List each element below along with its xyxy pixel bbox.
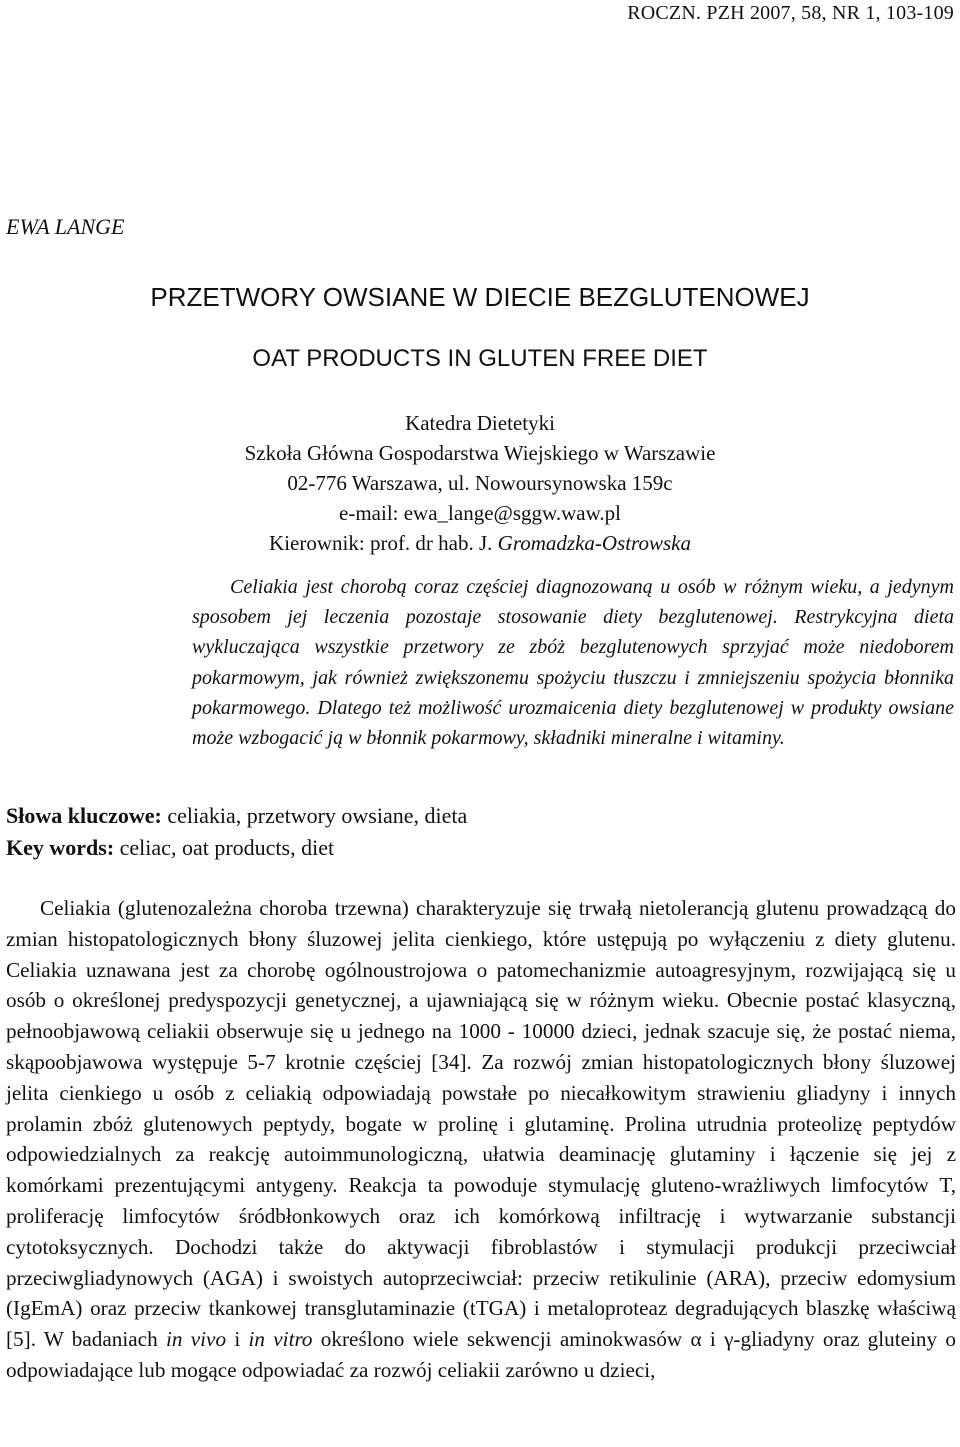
body-text-end: określono wiele sekwencji aminokwasów α i γ-gliadyny oraz gluteiny o odpowiadające lub mogące odpowiadać za rozwój celiakii zarówno u dzieci, [6, 1327, 956, 1382]
running-head: ROCZN. PZH 2007, 58, NR 1, 103-109 [627, 2, 954, 24]
affiliation-department: Katedra Dietetyki [405, 411, 555, 435]
title-polish: PRZETWORY OWSIANE W DIECIE BEZGLUTENOWEJ [150, 282, 810, 312]
author-name: EWA LANGE [6, 214, 125, 239]
body-text-main: Celiakia (glutenozależna choroba trzewna) charakteryzuje się trwałą nietolerancją glutenu prowadzącą do zmian histopatologicznych błony śluzowej jelita cienkiego, które ustępują po wyłączeniu z diety glutenu. Celiakia uznawana jest za chorobę ogólnoustrojowa o patomechanizmie autoagresyjnym, rozwijającą się u osób o określonej predyspozycji genetycznej, a ujawniającą się w różnym wieku. Obecnie postać klasyczną, pełnoobjawową celiakii obserwuje się u jednego na 1000 - 10000 dzieci, jednak szacuje się, że postać niema, skąpoobjawowa występuje 5-7 krotnie częściej [34]. Za rozwój zmian histopatologicznych błony śluzowej jelita cienkiego u osób z celiakią odpowiadają powstałe po niecałkowitym strawieniu gliadyny i innych prolamin zbóż glutenowych peptydy, bogate w prolinę i glutaminę. Prolina utrudnia proteolizę peptydów odpowiedzialnych za reakcję autoimmunologiczną, ułatwia deaminację glutaminy i łączenie się jej z komórkami prezentującymi antygeny. Reakcja ta powoduje stymulację gluteno-wrażliwych limfocytów T, proliferację limfocytów śródbłonkowych oraz ich komórkową infiltrację i wytwarzanie substancji cytotoksycznych. Dochodzi także do aktywacji fibroblastów i stymulacji produkcji przeciwciał przeciwgliadynowych (AGA) i swoistych autoprzeciwciał: przeciw retikulinie (ARA), przeciw edomysium (IgEmA) oraz przeciw tkankowej transglutaminazie (tTGA) i metaloproteaz degradujących blaszkę właściwą [5]. W badaniach [6, 896, 956, 1352]
keywords-english-values: celiac, oat products, diet [114, 835, 335, 860]
abstract: Celiakia jest chorobą coraz częściej diagnozowaną u osób w różnym wieku, a jedynym sposobem jej leczenia pozostaje stosowanie diety bezglutenowej. Restrykcyjna dieta wykluczająca wszystkie przetwory ze zbóż bezglutenowych sprzyjać może niedoborem pokarmowym, jak również zwiększonemu spożyciu tłuszczu i zmniejszeniu spożycia błonnika pokarmowego. Dlatego też możliwość urozmaicenia diety bezglutenowej w produkty owsiane może wzbogacić ją w błonnik pokarmowy, składniki mineralne i witaminy. [192, 576, 954, 750]
affiliation-head-name: Gromadzka-Ostrowska [497, 531, 691, 555]
keywords [6, 800, 467, 864]
body-text-and: i [226, 1327, 249, 1352]
term-in-vitro: in vitro [248, 1327, 313, 1352]
keywords-polish-values: celiakia, przetwory owsiane, dieta [161, 803, 468, 828]
keywords-english [6, 832, 467, 864]
keywords-english-label: Key words: [6, 835, 115, 860]
keywords-polish [6, 800, 467, 832]
keywords-polish-label: Słowa kluczowe: [6, 803, 162, 828]
title-english: OAT PRODUCTS IN GLUTEN FREE DIET [252, 345, 708, 372]
affiliation-email: e-mail: ewa_lange@sggw.waw.pl [339, 501, 621, 525]
affiliation [0, 408, 960, 558]
affiliation-head-prefix: Kierownik: prof. dr hab. J. [269, 531, 498, 555]
affiliation-address: 02-776 Warszawa, ul. Nowoursynowska 159c [287, 471, 673, 495]
body-paragraph [6, 893, 956, 1386]
affiliation-head [0, 528, 960, 558]
affiliation-school: Szkoła Główna Gospodarstwa Wiejskiego w Warszawie [244, 441, 716, 465]
term-in-vivo: in vivo [165, 1327, 227, 1352]
